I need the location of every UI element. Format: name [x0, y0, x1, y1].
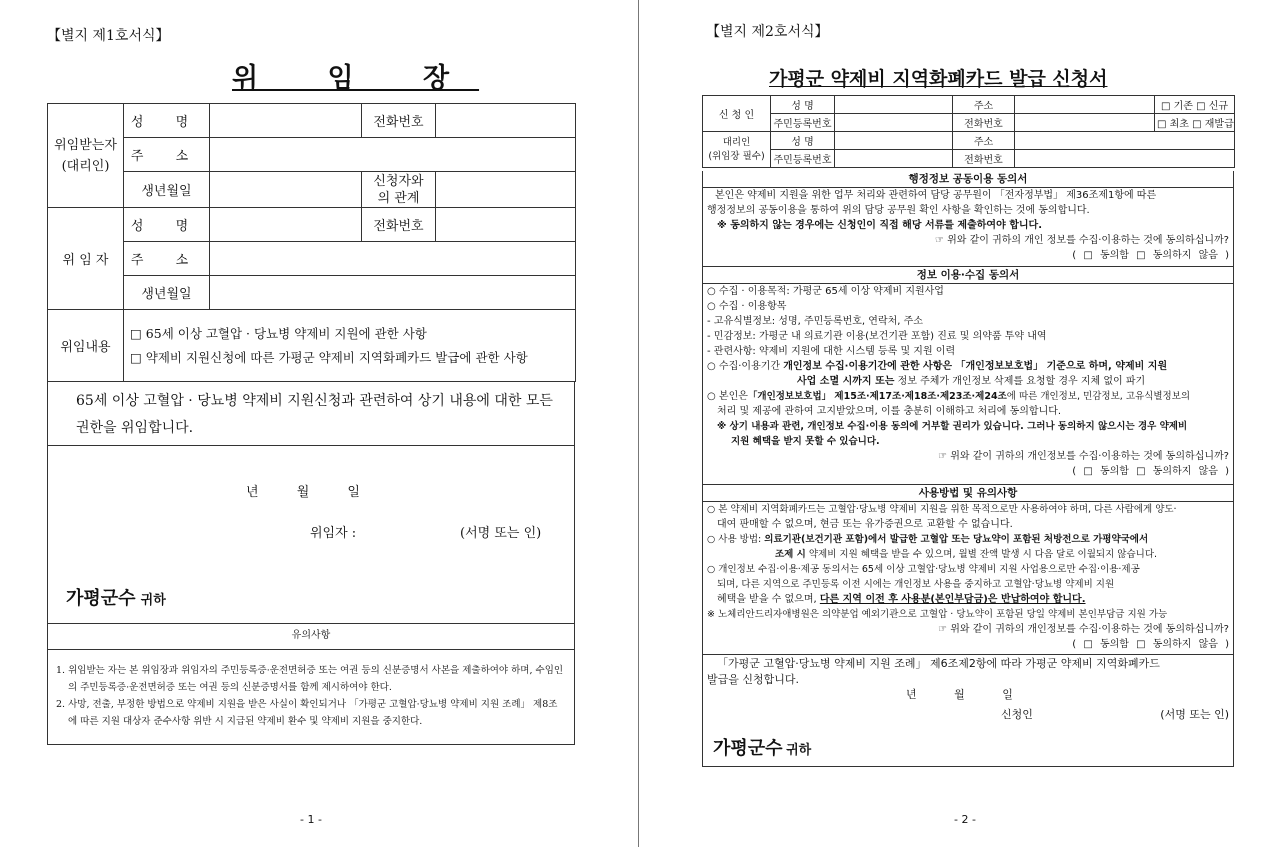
option-existing[interactable]: □ 기존	[1160, 101, 1193, 112]
period-text-3: 정보 주체가 개인정보 삭제를 요청할 경우 지체 없이 파기	[897, 376, 1146, 387]
signature-area	[47, 446, 575, 624]
page-2	[639, 0, 1272, 847]
consent-question: ☞ 위와 같이 귀하의 개인정보를 수집·이용하는 것에 동의하십니까?	[938, 451, 1229, 462]
law-notice-line-2: 처리 및 제공에 관하여 고지받았으며, 이를 충분히 이해하고 처리에 동의합니다.	[717, 406, 1062, 417]
agent-phone-field[interactable]	[1015, 150, 1235, 168]
page-title: 위 임 장	[232, 63, 480, 94]
refusal-right-notice-2: 지원 혜택을 받지 못할 수 있습니다.	[731, 436, 880, 447]
closing-text: 「가평군 고혈압·당뇨병 약제비 지원 조례」 제6조제2항에 따라 가평군 약제비 지역화폐카드	[717, 657, 1160, 670]
consent-options[interactable]: ( □ 동의함 □ 동의하지 않음 )	[1072, 466, 1229, 477]
section-title: 행정정보 공동이용 동의서	[703, 171, 1233, 188]
signer-label: 위임자 :	[310, 526, 357, 541]
admin-info-consent-section	[702, 171, 1234, 267]
closing-text-2: 발급을 신청합니다.	[707, 673, 800, 686]
usage-method-label: ○ 사용 방법:	[707, 534, 762, 545]
retention-period-line	[703, 359, 1233, 374]
principal-name-label: 성 명	[124, 208, 210, 242]
usage-line: 되며, 다른 지역으로 주민등록 이전 시에는 개인정보 사용을 중지하고 고혈압·당뇨병 약제비 지원	[717, 579, 1115, 590]
card-type-options	[1155, 96, 1235, 114]
usage-line: 대여 판매할 수 없으며, 현금 또는 유가증권으로 교환할 수 없습니다.	[717, 519, 1013, 530]
delegation-item-2[interactable]: □ 약제비 지원신청에 따른 가평군 약제비 지역화폐카드 발급에 관한 사항	[130, 349, 528, 365]
principal-address-label: 주 소	[124, 242, 210, 276]
applicant-address-field[interactable]	[1015, 96, 1155, 114]
delegation-statement: 65세 이상 고혈압 · 당뇨병 약제비 지원신청과 관련하여 상기 내용에 대한 모든 권한을 위임합니다.	[47, 382, 575, 446]
recipient	[713, 738, 812, 759]
consent-text-line: 행정정보의 공동이용을 통하여 위의 담당 공무원 확인 사항을 확인하는 것에 동의합니다.	[707, 205, 1090, 216]
recipient-suffix: 귀하	[786, 743, 812, 758]
collected-item: - 고유식별정보: 성명, 주민등록번호, 연락처, 주소	[707, 316, 923, 327]
delegation-label: 위임내용	[48, 310, 124, 382]
info-collection-consent-section	[702, 267, 1234, 485]
period-text: 개인정보 수집·이용기간에 관한 사항은 「개인정보보호법」 기준으로 하며, 약제비 지원	[783, 361, 1168, 372]
applicant-phone-label: 전화번호	[953, 114, 1015, 132]
page-number: - 1 -	[300, 813, 322, 826]
usage-line: ○ 본 약제비 지역화폐카드는 고혈압·당뇨병 약제비 지원을 위한 목적으로만 사용하여야 하며, 다른 사람에게 양도·	[707, 504, 1177, 515]
form-label: 【별지 제1호서식】	[47, 28, 170, 44]
agent-birth-label: 생년월일	[124, 172, 210, 208]
delegation-info-table	[47, 103, 576, 382]
applicant-resident-no-field[interactable]	[835, 114, 953, 132]
agent-label: 대리인 (위임장 필수)	[703, 132, 771, 168]
applicant-name-field[interactable]	[835, 96, 953, 114]
note-item-2: 2. 사망, 전출, 부정한 방법으로 약제비 지원을 받은 사실이 확인되거나 「가평군 고혈압·당뇨병 약제비 지원 조례」 제8조에 따른 지원 대상자 준수사항 위반 시 지급된 약제비 환수 및 약제비 지원을 중지한다.	[56, 699, 558, 727]
agent-address-field[interactable]	[210, 138, 576, 172]
consent-options[interactable]: ( □ 동의함 □ 동의하지 않음 )	[1072, 639, 1229, 650]
recipient	[66, 584, 166, 610]
principal-birth-label: 생년월일	[124, 276, 210, 310]
recipient-suffix: 귀하	[140, 593, 166, 608]
usage-method-line-2	[703, 547, 1233, 562]
closing-section	[702, 655, 1234, 767]
date-line: 년 월 일	[246, 485, 360, 500]
agent-address-label: 주소	[953, 132, 1015, 150]
agent-phone-label: 전화번호	[953, 150, 1015, 168]
usage-exception-note: ※ 노체리안드리자애병원은 의약분업 예외기관으로 고혈압 · 당뇨약이 포함된 당일 약제비 본인부담금 지원 가능	[707, 609, 1168, 620]
section-title: 사용방법 및 유의사항	[703, 485, 1233, 502]
consent-question: ☞ 위와 같이 귀하의 개인 정보를 수집·이용하는 것에 동의하십니까?	[934, 235, 1229, 246]
usage-method-text-3: 약제비 지원 혜택을 받을 수 있으며, 월별 잔액 발생 시 다음 달로 이월되지 않습니다.	[808, 549, 1158, 560]
agent-birth-field[interactable]	[210, 172, 362, 208]
usage-return-emphasis: 다른 지역 이전 후 사용분(본인부담금)은 반납하여야 합니다.	[819, 594, 1086, 605]
usage-method-text: 의료기관(보건기관 포함)에서 발급한 고혈압 또는 당뇨약이 포함된 처방전으로 가평약국에서	[764, 534, 1149, 545]
agent-relation-label: 신청자와 의 관계	[362, 172, 436, 208]
applicant-info-table	[702, 95, 1235, 168]
notes-title: 유의사항	[47, 624, 575, 650]
applicant-name-label: 성 명	[771, 96, 835, 114]
period-text-2: 사업 소멸 시까지 또는	[797, 376, 895, 387]
recipient-name: 가평군수	[66, 588, 136, 609]
usage-return-text: 혜택을 받을 수 없으며,	[717, 594, 817, 605]
items-head: ○ 수집 · 이용항목	[707, 301, 787, 312]
page-number: - 2 -	[954, 813, 976, 826]
law-notice-text: 에 따른 개인정보, 민감정보, 고유식별정보의	[1006, 391, 1191, 402]
date-line: 년 월 일	[906, 688, 1013, 701]
consent-text-line: 본인은 약제비 지원을 위한 업무 처리와 관련하여 담당 공무원이 「전자정부법」 제36조제1항에 따른	[715, 190, 1157, 201]
agent-address-label: 주 소	[124, 138, 210, 172]
principal-group-label: 위 임 자	[48, 208, 124, 310]
refusal-right-notice: ※ 상기 내용과 관련, 개인정보 수집·이용 동의에 거부할 권리가 있습니다. 그러나 동의하지 않으시는 경우 약제비	[717, 421, 1188, 432]
period-label: ○ 수집·이용기간	[707, 361, 781, 372]
usage-method-line	[703, 532, 1233, 547]
consent-options[interactable]: ( □ 동의함 □ 동의하지 않음 )	[1072, 250, 1229, 261]
usage-return-line	[703, 592, 1233, 607]
recipient-name: 가평군수	[713, 738, 783, 759]
applicant-label: 신 청 인	[703, 96, 771, 132]
applicant-phone-field[interactable]	[1015, 114, 1155, 132]
option-first[interactable]: □ 최초	[1157, 119, 1189, 130]
agent-relation-field[interactable]	[436, 172, 576, 208]
agent-phone-label: 전화번호	[362, 104, 436, 138]
law-notice-articles: 「개인정보보호법」 제15조·제17조·제18조·제23조·제24조	[747, 391, 1007, 402]
applicant-address-label: 주소	[953, 96, 1015, 114]
consent-question: ☞ 위와 같이 귀하의 개인정보를 수집·이용하는 것에 동의하십니까?	[938, 624, 1229, 635]
consent-warning: ※ 동의하지 않는 경우에는 신청인이 직접 해당 서류를 제출하여야 합니다.	[717, 220, 1042, 231]
retention-period-line-2	[703, 374, 1233, 389]
sign-hint: (서명 또는 인)	[1160, 708, 1229, 721]
principal-name-field[interactable]	[210, 208, 362, 242]
agent-name-label: 성 명	[771, 132, 835, 150]
agent-name-field[interactable]	[835, 132, 953, 150]
agent-address-field[interactable]	[1015, 132, 1235, 150]
page-title: 가평군 약제비 지역화폐카드 발급 신청서	[769, 68, 1108, 90]
law-notice-prefix: ○ 본인은	[707, 391, 748, 402]
agent-resident-no-field[interactable]	[835, 150, 953, 168]
collected-item: - 관련사항: 약제비 지원에 대한 시스템 등록 및 지원 이력	[707, 346, 956, 357]
agent-name-label: 성 명	[124, 104, 210, 138]
delegation-item-1[interactable]: □ 65세 이상 고혈압 · 당뇨병 약제비 지원에 관한 사항	[130, 325, 427, 341]
note-item-1: 1. 위임받는 자는 본 위임장과 위임자의 주민등록증·운전면허증 또는 여권 등의 신분증명서 사본을 제출하여야 하며, 수임인의 주민등록증·운전면허증 또는 여권 등의 신분증명서를 함께 제시하여야 한다.	[56, 665, 564, 693]
usage-notes-section	[702, 485, 1234, 655]
collected-item: - 민감정보: 가평군 내 의료기관 이용(보건기관 포함) 진료 및 의약품 투약 내역	[707, 331, 1047, 342]
issue-type-options	[1155, 114, 1235, 132]
agent-phone-field[interactable]	[436, 104, 576, 138]
principal-phone-field[interactable]	[436, 208, 576, 242]
option-reissue[interactable]: □ 재발급	[1192, 119, 1234, 130]
agent-resident-no-label: 주민등록번호	[771, 150, 835, 168]
agent-group-label: 위임받는자 (대리인)	[48, 104, 124, 208]
applicant-resident-no-label: 주민등록번호	[771, 114, 835, 132]
option-new[interactable]: □ 신규	[1196, 101, 1229, 112]
usage-line: ○ 개인정보 수집·이용·제공 동의서는 65세 이상 고혈압·당뇨병 약제비 지원 사업용으로만 수집·이용·제공	[707, 564, 1140, 575]
section-title: 정보 이용·수집 동의서	[703, 267, 1233, 284]
principal-address-field[interactable]	[210, 242, 576, 276]
notes-box	[47, 650, 575, 745]
agent-name-field[interactable]	[210, 104, 362, 138]
signer-label: 신청인	[1001, 708, 1033, 721]
form-label: 【별지 제2호서식】	[706, 24, 829, 40]
sign-hint: (서명 또는 인)	[460, 526, 542, 541]
principal-phone-label: 전화번호	[362, 208, 436, 242]
usage-method-text-2: 조제 시	[775, 549, 806, 560]
law-notice-line	[703, 389, 1233, 404]
principal-birth-field[interactable]	[210, 276, 576, 310]
purpose-line: ○ 수집 · 이용목적: 가평군 65세 이상 약제비 지원사업	[707, 286, 944, 297]
